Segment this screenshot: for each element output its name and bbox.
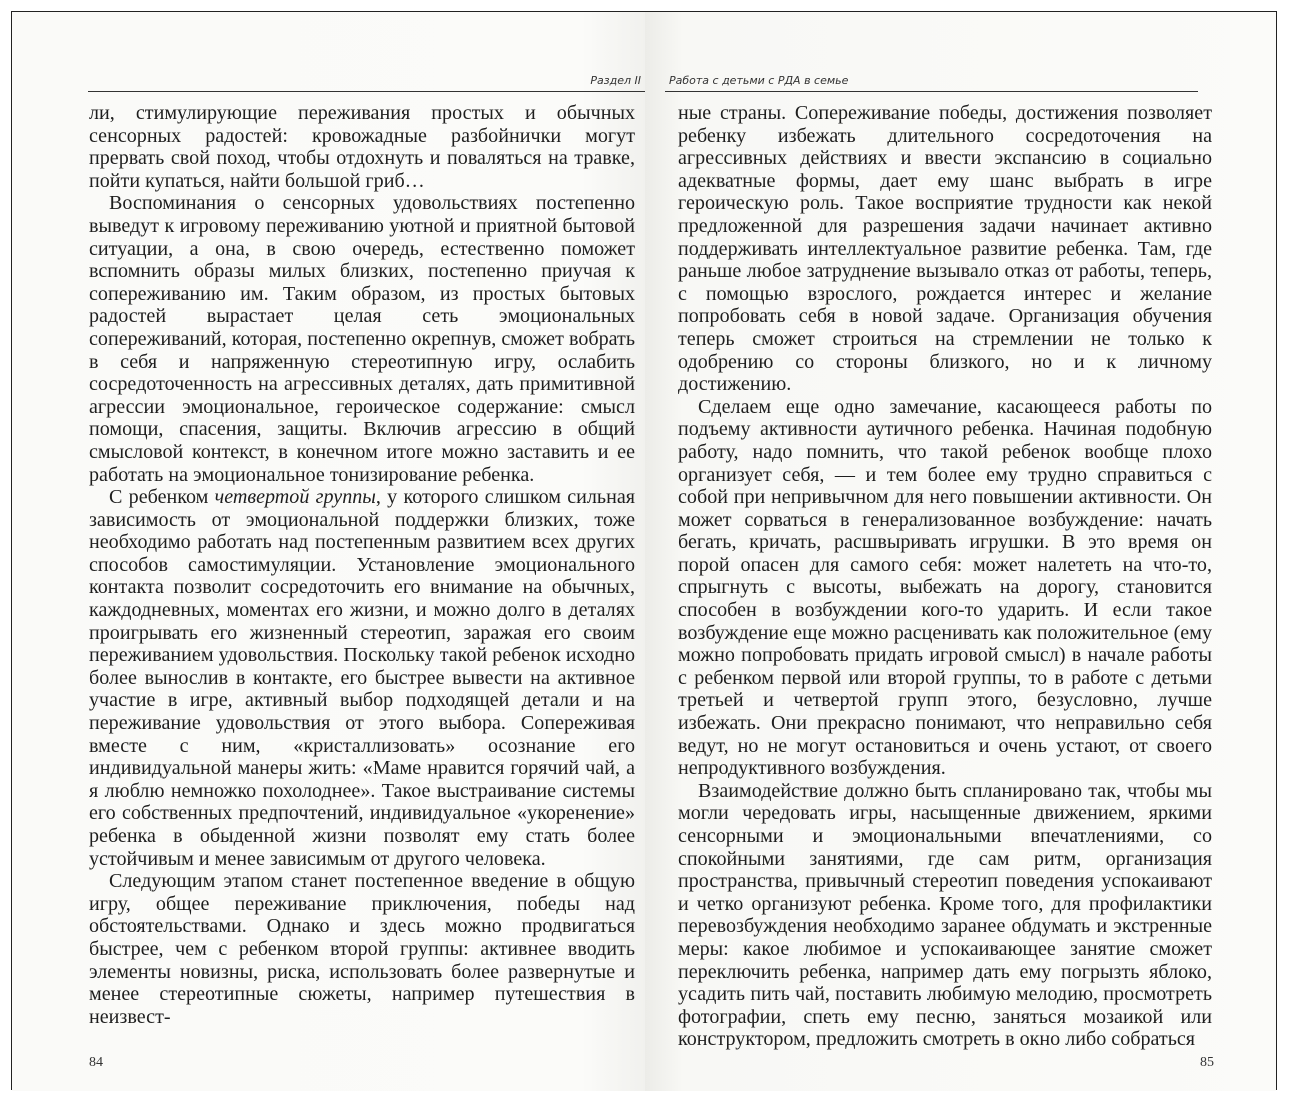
paragraph: ные страны. Сопереживание победы, достижения позволяет ребенку избежать длительного сосредоточения на агрессивных действиях и ввести экспансию в социально адекватные формы, дает ему шанс выбрать в игре героическую роль. Такое восприятие трудности как некой предложенной для разрешения задачи начинает активно поддерживать интеллектуальное развитие ребенка. Там, где раньше любое затруднение вызывало отказ от работы, теперь, с помощью взрослого, рождается интерес и желание попробовать себя в новой задаче. Организация обучения теперь сможет строиться на стремлении не только к одобрению со стороны близкого, но и к личному достижению. xyxy=(678,102,1212,396)
paragraph: Сделаем еще одно замечание, касающееся работы по подъему активности аутичного ребенка. Начиная подобную работу, надо помнить, что такой ребенок вообще плохо организует себя, — и тем более ему трудно справиться с собой при непривычном для него повышении активности. Он может сорваться в генерализованное возбуждение: начать бегать, кричать, расшвыривать игрушки. В это время он порой опасен для самого себя: может налететь на что-то, спрыгнуть с высоты, выбежать на дорогу, становится способен в возбуждении кого-то ударить. И если такое возбуждение еще можно расценивать как положительное (ему можно попробовать придать игровой смысл) в начале работы с ребенком первой или второй группы, то в работе с детьми третьей и четвертой групп этого, безусловно, лучше избежать. Они прекрасно понимают, что неправильно себя ведут, но не могут остановиться и очень устают, от своего непродуктивного возбуждения. xyxy=(678,395,1212,780)
running-head-left: Раздел II xyxy=(590,74,641,87)
left-page-text xyxy=(89,102,635,1028)
paragraph xyxy=(89,486,635,870)
header-rule-left xyxy=(88,91,645,92)
paragraph: Следующим этапом станет постепенное введение в общую игру, общее переживание приключения, победы над обстоятельствами. Однако и здесь можно продвигаться быстрее, чем с ребенком второй группы: активнее вводить элементы новизны, риска, использовать более развернутые и менее стереотипные сюжеты, например путешествия в неизвест- xyxy=(89,870,635,1028)
page-number-left: 84 xyxy=(89,1055,103,1070)
left-page xyxy=(12,12,645,1091)
right-page-text xyxy=(678,102,1212,1051)
paragraph: Взаимодействие должно быть спланировано так, чтобы мы могли чередовать игры, насыщенные движением, яркими сенсорными и эмоциональными впечатлениями, со спокойными занятиями, где сам ритм, организация пространства, привычный стереотип поведения успокаивают и четко организуют ребенка. Кроме того, для профилактики перевозбуждения необходимо заранее обдумать и экстренные меры: какое любимое и успокаивающее занятие сможет переключить ребенка, например дать ему погрызть яблоко, усадить пить чай, поставить любимую мелодию, просмотреть фотографии, спеть ему песню, заняться мозаикой или конструктором, предложить смотреть в окно либо собраться xyxy=(678,779,1212,1051)
page-number-right: 85 xyxy=(1200,1055,1214,1070)
paragraph-start: С ребенком xyxy=(109,486,215,509)
paragraph: ли, стимулирующие переживания простых и обычных сенсорных радостей: кровожадные разбойнички могут прервать свой поход, чтобы отдохнуть и поваляться на травке, пойти купаться, найти большой гриб… xyxy=(89,102,635,192)
header-rule-right xyxy=(665,91,1198,92)
paragraph: Воспоминания о сенсорных удовольствиях постепенно выведут к игровому переживанию уютной и приятной бытовой ситуации, а она, в свою очередь, естественно поможет вспомнить образы милых близких, постепенно приучая к сопереживанию им. Таким образом, из простых бытовых радостей вырастает целая сеть эмоциональных сопереживаний, которая, постепенно окрепнув, сможет вобрать в себя и напряженную стереотипную игру, ослабить сосредоточенность на агрессивных деталях, дать примитивной агрессии эмоциональное, героическое содержание: смысл помощи, спасения, защиты. Включив агрессию в общий смысловой контекст, в конечном итоге можно заставить и ее работать на эмоциональное тонизирование ребенка. xyxy=(89,192,635,486)
paragraph-rest: , у которого слишком сильная зависимость от эмоциональной поддержки близких, тоже необходимо работать над постепенным развитием всех других способов самостимуляции. Установление эмоционального контакта позволит сосредоточить его внимание на обычных, каждодневных, моментах его жизни, и можно долго в деталях проигрывать его жизненный стереотип, заражая его своим переживанием удовольствия. Поскольку такой ребенок исходно более вынослив в контакте, его быстрее вывести на активное участие в игре, активный выбор подходящей детали и на переживание удовольствия от этого выбора. Сопереживая вместе с ним, «кристаллизовать» осознание его индивидуальной манеры жить: «Маме нравится горячий чай, а я люблю немножко похолоднее». Такое выстраивание системы его собственных предпочтений, индивидуальное «укоренение» ребенка в обыденной жизни позволят ему стать более устойчивым и менее зависимым от другого человека. xyxy=(89,486,636,870)
right-page xyxy=(645,12,1276,1091)
running-head-right: Работа с детьми с РДА в семье xyxy=(669,74,849,87)
book-spread xyxy=(11,11,1277,1090)
emphasis-term: четвертой группы xyxy=(214,486,376,509)
